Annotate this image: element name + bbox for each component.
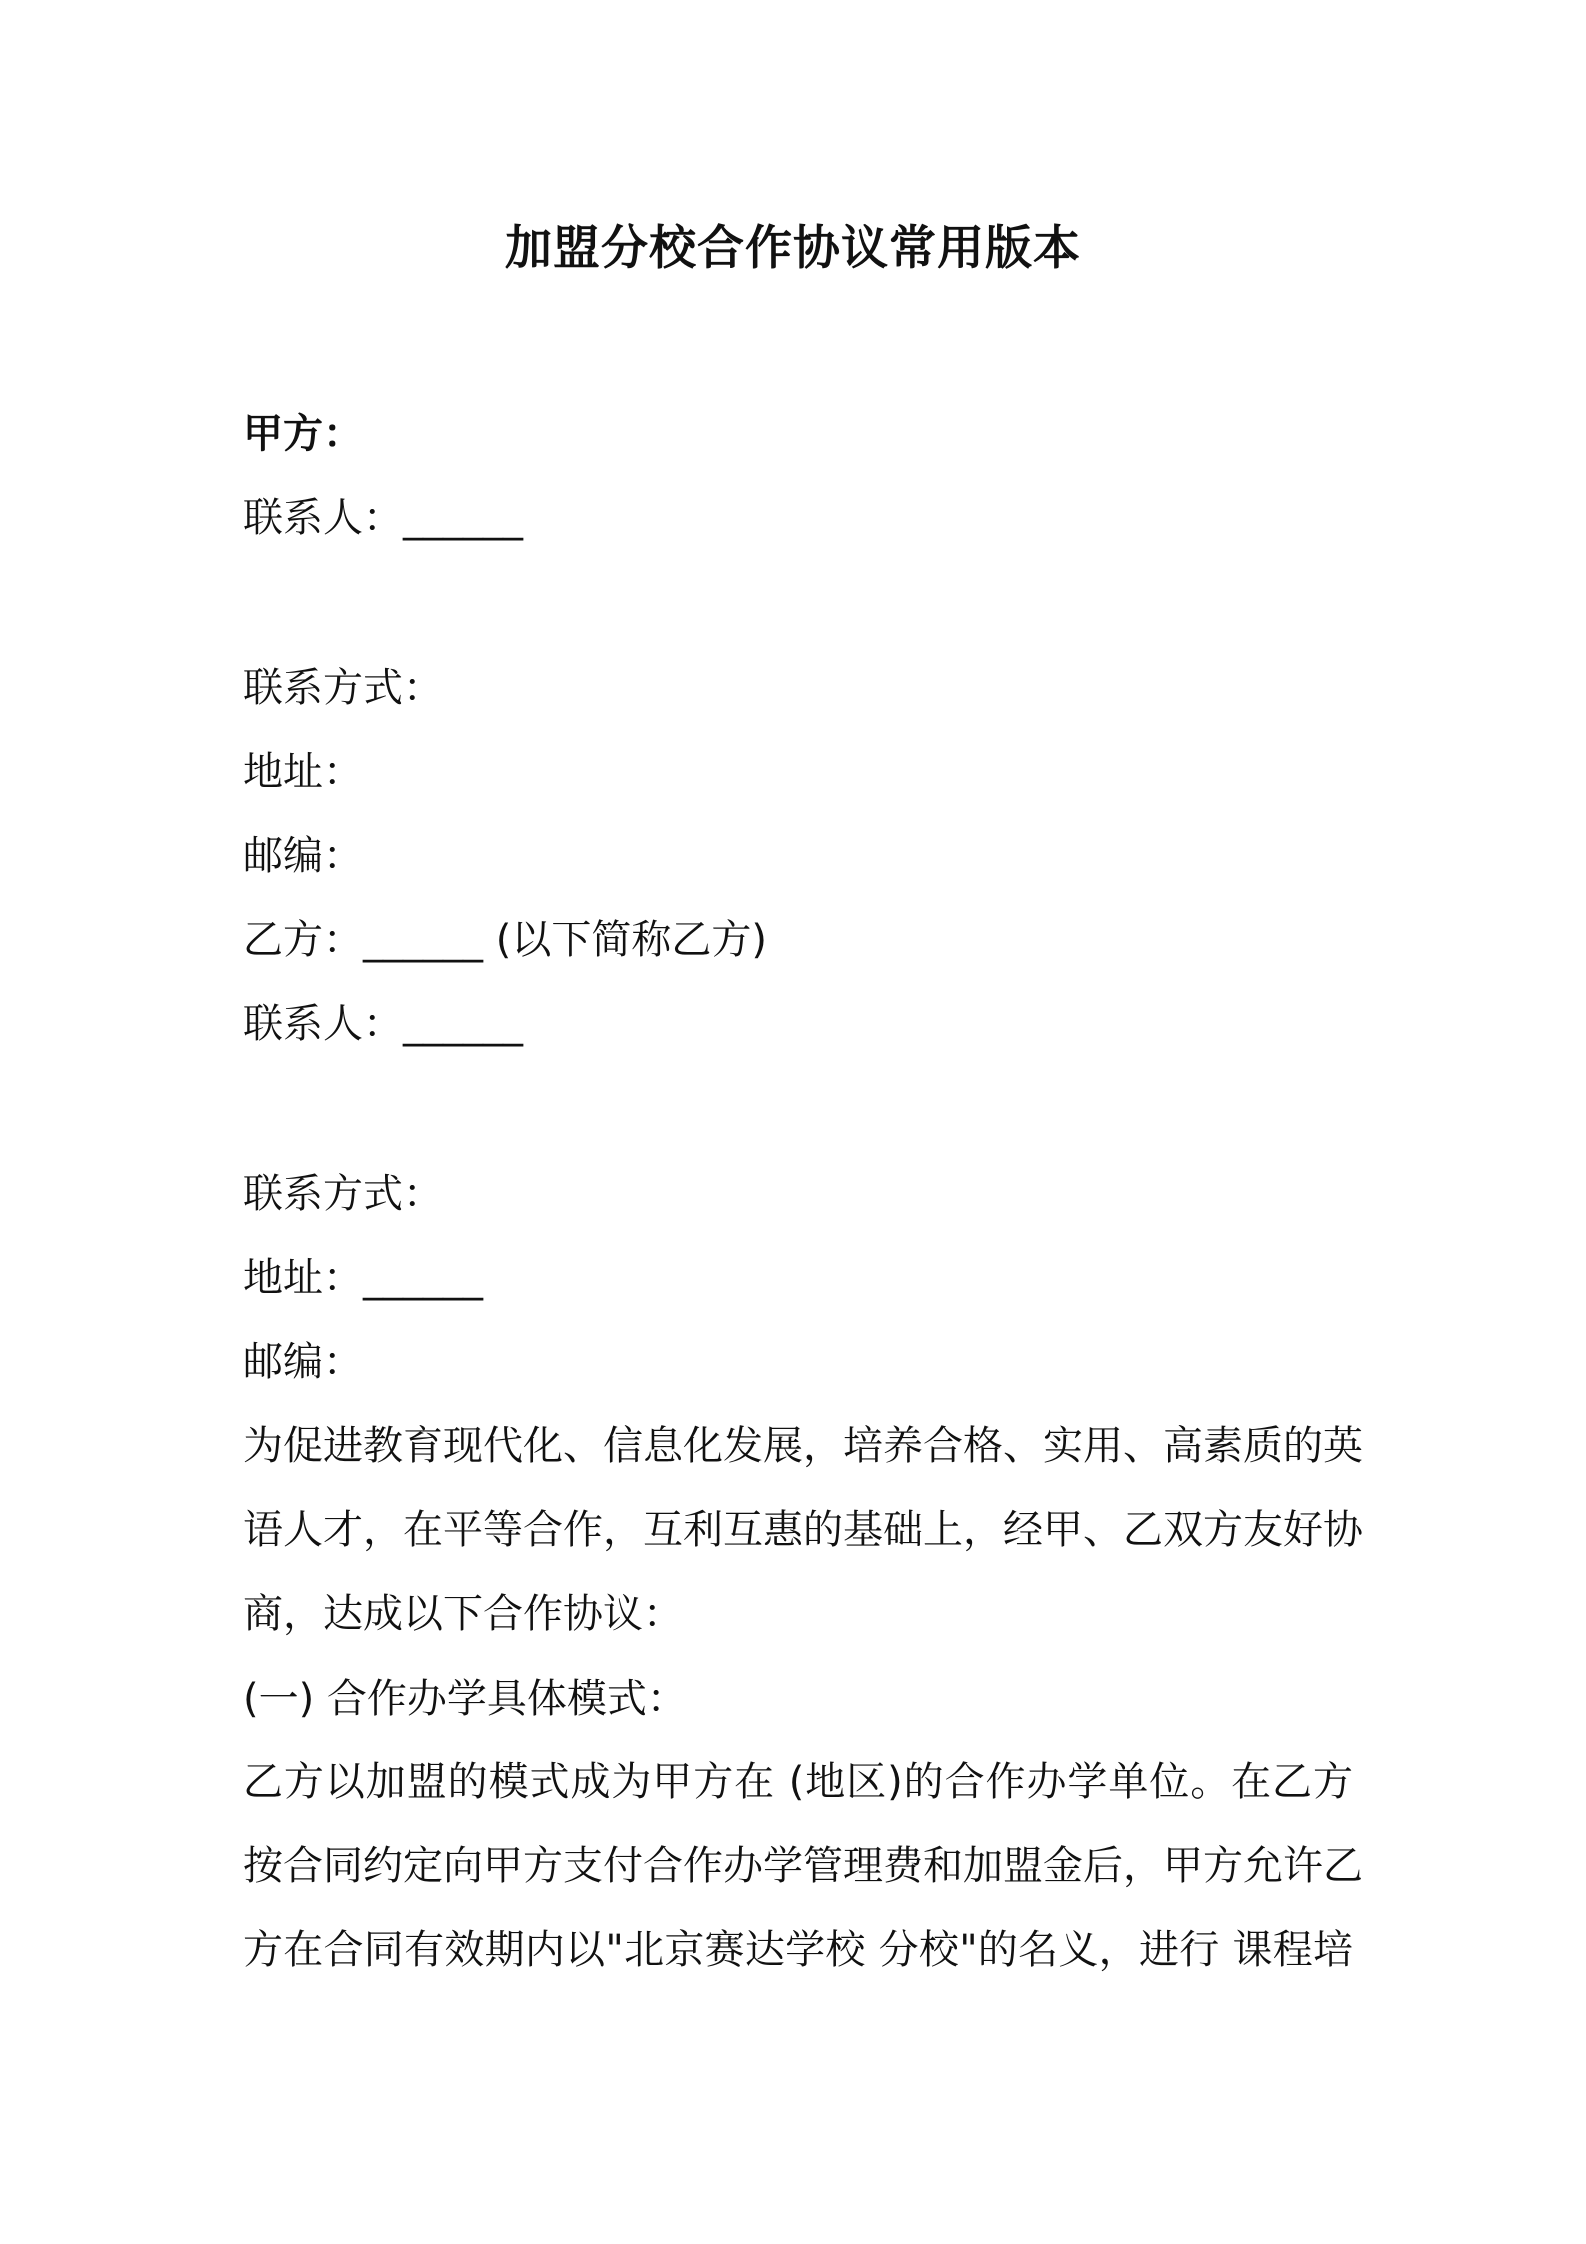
party-a-postcode: 邮编：: [243, 833, 363, 879]
party-b-postcode: 邮编：: [243, 1339, 363, 1385]
document-title: 加盟分校合作协议常用版本: [505, 221, 1081, 276]
party-a-contact-method: 联系方式：: [243, 665, 443, 711]
section-1-heading: (一) 合作办学具体模式：: [243, 1676, 687, 1722]
party-b-address: 地址：______: [243, 1255, 483, 1301]
section-1-line: 方在合同有效期内以"北京赛达学校 分校"的名义，进行 课程培: [243, 1927, 1353, 1973]
party-b-label: 乙方：______ (以下简称乙方): [243, 917, 767, 963]
intro-line: 为促进教育现代化、信息化发展，培养合格、实用、高素质的英: [243, 1423, 1363, 1469]
intro-line: 语人才，在平等合作，互利互惠的基础上，经甲、乙双方友好协: [243, 1507, 1363, 1553]
section-1-line: 按合同约定向甲方支付合作办学管理费和加盟金后，甲方允许乙: [243, 1843, 1363, 1889]
party-b-contact-person: 联系人：______: [243, 1001, 523, 1047]
party-a-contact-person: 联系人：______: [243, 495, 523, 541]
party-a-address: 地址：: [243, 749, 363, 795]
party-a-label: 甲方：: [243, 411, 363, 457]
section-1-line: 乙方以加盟的模式成为甲方在 (地区)的合作办学单位。在乙方: [243, 1759, 1353, 1805]
intro-paragraph: [243, 1404, 1363, 1656]
section-1-paragraph: [243, 1740, 1363, 1992]
party-b-contact-method: 联系方式：: [243, 1171, 443, 1217]
intro-line: 商，达成以下合作协议：: [243, 1591, 683, 1637]
